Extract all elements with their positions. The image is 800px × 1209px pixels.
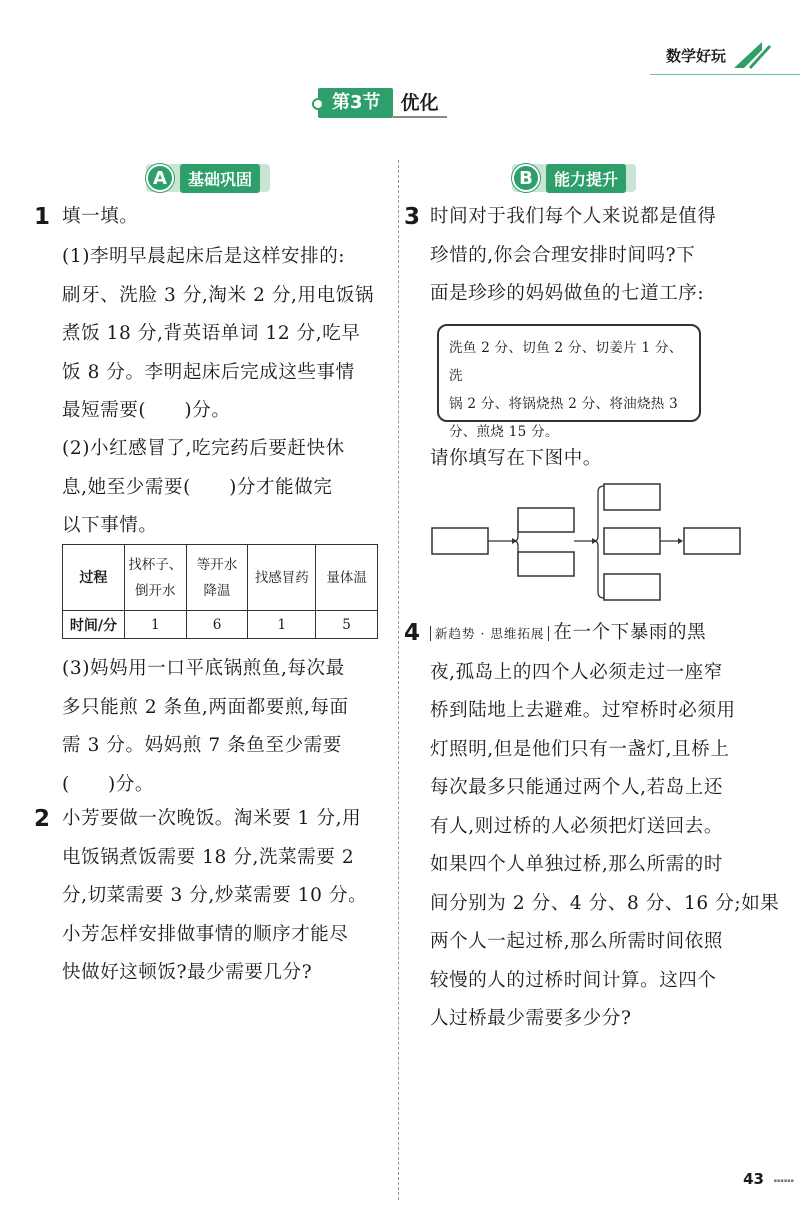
table-cell: 1 (124, 611, 186, 639)
q4-text (430, 614, 779, 1039)
q2-line: 分,切菜需要 3 分,炒菜需要 10 分。 (62, 885, 368, 906)
brand-header (666, 40, 772, 70)
q1-part3-line: (3)妈妈用一口平底锅煎鱼,每次最 (62, 658, 345, 679)
q1-part3-line: ( )分。 (62, 773, 155, 795)
table-cell: 5 (316, 611, 378, 639)
q4-line: 两个人一起过桥,那么所需时间依照 (430, 931, 723, 952)
section-number: 第3节 (318, 88, 393, 118)
table-cell: 1 (248, 611, 316, 639)
flow-answer-box (604, 484, 660, 510)
table-cell: 等开水 降温 (186, 545, 248, 611)
table-cell: 找杯子、 倒开水 (124, 545, 186, 611)
q1-part2-line: 以下事情。 (62, 515, 158, 536)
q2-line: 小芳怎样安排做事情的顺序才能尽 (62, 923, 349, 945)
q4-line: 如果四个人单独过桥,那么所需的时 (430, 854, 723, 875)
tag-basic (146, 164, 270, 192)
q1-part3 (62, 650, 349, 804)
header-rule (650, 74, 800, 75)
q4-line: 有人,则过桥的人必须把灯送回去。 (430, 815, 723, 837)
q4-first-line (430, 614, 779, 654)
q3-line: 面是珍珍的妈妈做鱼的七道工序: (430, 283, 705, 304)
table-cell: 6 (186, 611, 248, 639)
q2-line: 小芳要做一次晚饭。淘米要 1 分,用 (62, 808, 362, 829)
question-number-1: 1 (34, 204, 51, 230)
brand-title: 数学好玩 (665, 46, 726, 65)
flow-answer-box (432, 528, 488, 554)
q1-intro-line: 填一填。 (62, 206, 139, 227)
q4-line: 每次最多只能通过两个人,若岛上还 (430, 777, 723, 798)
tag-letter-b: B (512, 164, 540, 192)
q1-part1-line: 饭 8 分。李明起床后完成这些事情 (62, 361, 355, 383)
q4-tag: 新趋势 · 思维拓展 (430, 626, 549, 641)
task-time-table (62, 544, 378, 639)
table-row-header: 过程 (63, 545, 125, 611)
flow-answer-box (604, 528, 660, 554)
question-number-2: 2 (34, 806, 51, 832)
table-cell: 找感冒药 (248, 545, 316, 611)
procedure-box (437, 324, 701, 440)
procedure-line: 洗鱼 2 分、切鱼 2 分、切姜片 1 分、洗 (449, 340, 683, 384)
q1-part3-line: 多只能煎 2 条鱼,两面都要煎,每面 (62, 696, 349, 718)
triangle-ruler-icon (732, 40, 772, 70)
procedure-line: 锅 2 分、将锅烧热 2 分、将油烧热 3 (449, 396, 679, 412)
q2-line: 电饭锅煮饭需要 18 分,洗菜需要 2 (62, 846, 355, 868)
flow-answer-box (604, 574, 660, 600)
q1-part2-line: (2)小红感冒了,吃完药后要赶快休 (62, 438, 345, 459)
flow-bracket (594, 486, 604, 598)
flow-arrowhead (678, 538, 683, 544)
q1-part1-line: 刷牙、洗脸 3 分,淘米 2 分,用电饭锅 (62, 284, 374, 306)
q4-line: 桥到陆地上去避难。过窄桥时必须用 (430, 700, 736, 721)
tag-label-basic: 基础巩固 (180, 164, 260, 193)
table-row (63, 545, 378, 611)
page-number-decoration: ▪▪▪▪▪▪ (773, 1178, 794, 1184)
q1-part1-line: (1)李明早晨起床后是这样安排的: (62, 246, 346, 267)
q1-part2 (62, 430, 345, 546)
q4-line: 较慢的人的过桥时间计算。这四个 (430, 969, 717, 991)
q1-intro (62, 198, 138, 237)
q3-text (430, 198, 717, 314)
q3-line: 时间对于我们每个人来说都是值得 (430, 206, 717, 227)
tag-label-advanced: 能力提升 (546, 164, 626, 193)
flow-answer-box (518, 508, 574, 532)
table-value-header: 时间/分 (63, 611, 125, 639)
section-heading (318, 88, 447, 118)
flow-answer-box (684, 528, 740, 554)
q3-prompt: 请你填写在下图中。 (430, 448, 602, 469)
q2-line: 快做好这顿饭?最少需要几分? (62, 962, 313, 983)
q1-part3-line: 需 3 分。妈妈煎 7 条鱼至少需要 (62, 735, 342, 756)
tag-advanced (512, 164, 636, 192)
q4-line: 灯照明,但是他们只有一盏灯,且桥上 (430, 738, 730, 760)
q4-line: 人过桥最少需要多少分? (430, 1008, 632, 1029)
question-number-3: 3 (404, 204, 421, 230)
column-divider (398, 160, 399, 1200)
q4-line: 间分别为 2 分、4 分、8 分、16 分;如果 (430, 892, 780, 914)
q1-part2-line: 息,她至少需要( )分才能做完 (62, 476, 333, 498)
process-flow-diagram (428, 480, 748, 605)
q4-line: 夜,孤岛上的四个人必须走过一座窄 (430, 661, 723, 683)
q2-text (62, 800, 367, 993)
page-number: 43 (743, 1170, 764, 1188)
section-title: 优化 (393, 88, 447, 118)
q4-first-text: 在一个下暴雨的黑 (553, 622, 707, 643)
procedure-line: 分、煎烧 15 分。 (449, 424, 559, 440)
q1-part1-line: 最短需要( )分。 (62, 400, 231, 421)
q3-line: 珍惜的,你会合理安排时间吗?下 (430, 244, 696, 266)
tag-letter-a: A (146, 164, 174, 192)
q1-part1-line: 煮饭 18 分,背英语单词 12 分,吃早 (62, 323, 361, 344)
q1-part1 (62, 238, 374, 431)
table-row (63, 611, 378, 639)
flow-answer-box (518, 552, 574, 576)
question-number-4: 4 (404, 620, 421, 646)
table-cell: 量体温 (316, 545, 378, 611)
